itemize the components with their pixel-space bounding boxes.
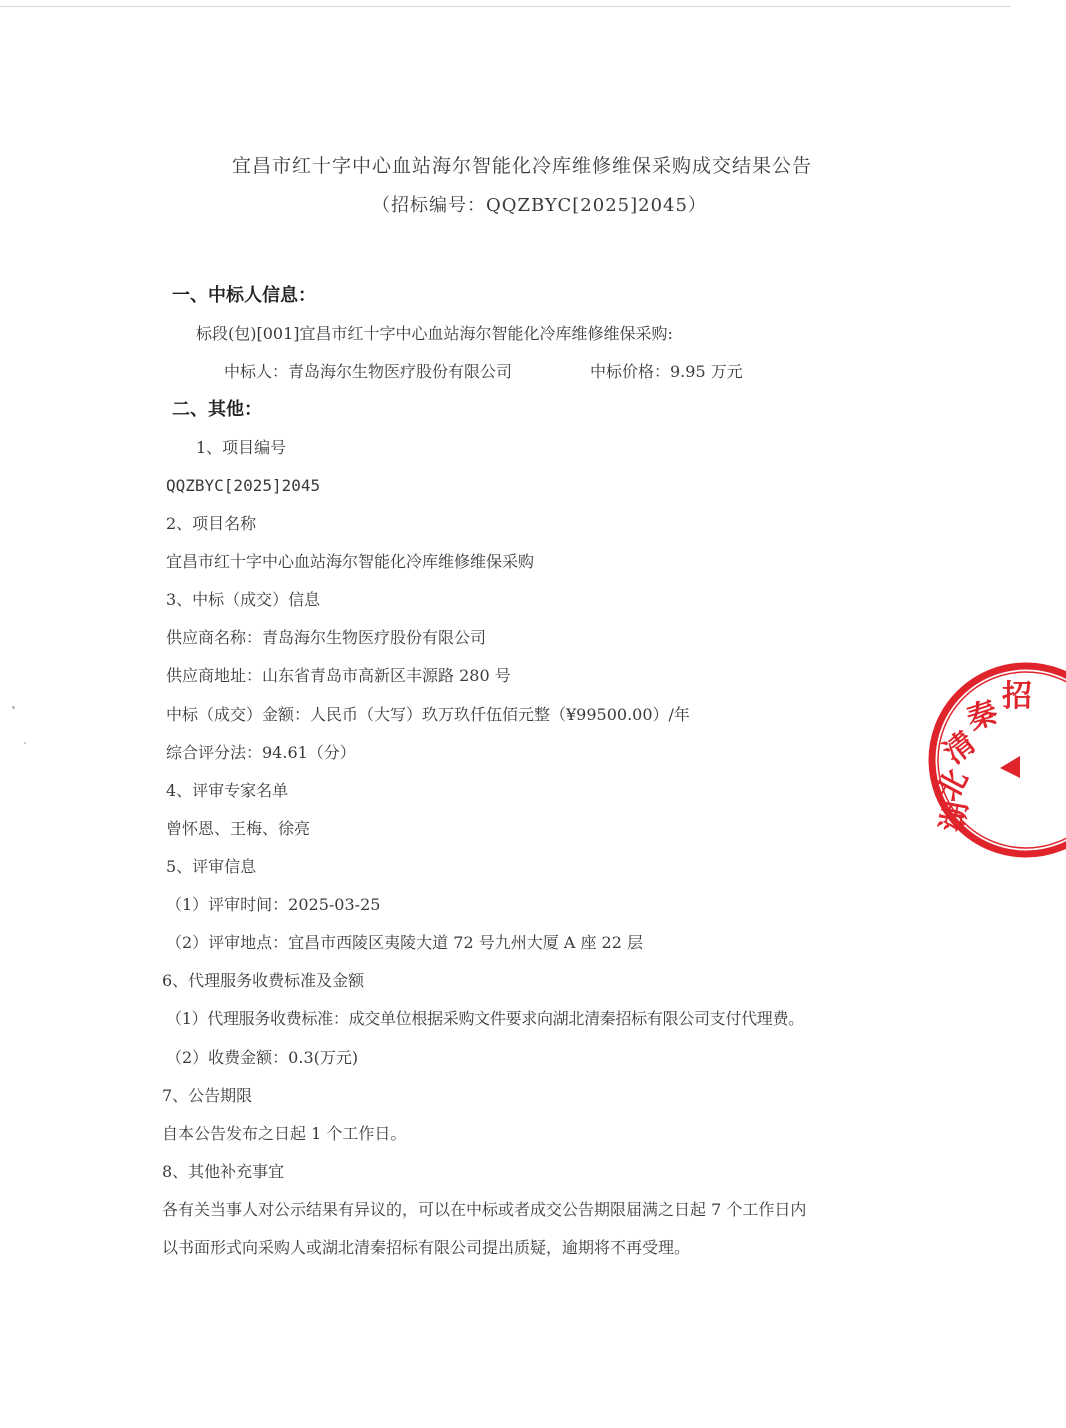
item-review-label: 5、评审信息: [166, 857, 257, 876]
document-title: 宜昌市红十字中心血站海尔智能化冷库维修维保采购成交结果公告: [232, 155, 813, 177]
item-fee-label: 6、代理服务收费标准及金额: [162, 971, 365, 990]
winning-price: 中标价格：9.95 万元: [590, 362, 743, 381]
item-supplement-line1: 各有关当事人对公示结果有异议的，可以在中标或者成交公告期限届满之日起 7 个工作日内: [162, 1200, 807, 1219]
item-project-name: 宜昌市红十字中心血站海尔智能化冷库维修维保采购: [166, 552, 535, 571]
item-project-number-label: 1、项目编号: [196, 438, 287, 457]
svg-text:招: 招: [1002, 679, 1032, 714]
item-experts: 曾怀恩、王梅、徐亮: [166, 819, 311, 838]
svg-text:清: 清: [937, 725, 983, 772]
winner-name: 中标人：青岛海尔生物医疗股份有限公司: [224, 362, 513, 381]
item-project-number: QQZBYC[2025]2045: [166, 476, 321, 495]
scan-speck: [24, 742, 26, 744]
item-review-time: （1）评审时间：2025-03-25: [166, 895, 381, 914]
item-review-place: （2）评审地点：宜昌市西陵区夷陵大道 72 号九州大厦 A 座 22 层: [166, 933, 643, 952]
svg-text:北: 北: [930, 763, 976, 807]
lot-line: 标段(包)[001]宜昌市红十字中心血站海尔智能化冷库维修维保采购:: [196, 324, 673, 343]
item-supplement-label: 8、其他补充事宜: [162, 1162, 285, 1181]
item-fee-amount: （2）收费金额：0.3(万元): [166, 1048, 359, 1067]
svg-text:秦: 秦: [962, 694, 1003, 738]
item-period-label: 7、公告期限: [162, 1086, 253, 1105]
item-fee-standard: （1）代理服务收费标准：成交单位根据采购文件要求向湖北清秦招标有限公司支付代理费。: [166, 1009, 804, 1028]
svg-text:湖: 湖: [935, 798, 975, 835]
item-period: 自本公告发布之日起 1 个工作日。: [162, 1124, 407, 1143]
section-heading-other: 二、其他：: [172, 399, 262, 420]
scan-edge-line: [0, 6, 1011, 7]
scan-speck: [12, 706, 15, 709]
item-supplement-line2: 以书面形式向采购人或湖北清秦招标有限公司提出质疑，逾期将不再受理。: [162, 1238, 691, 1257]
item-supplier-name: 供应商名称：青岛海尔生物医疗股份有限公司: [166, 628, 487, 647]
item-award-amount: 中标（成交）金额：人民币（大写）玖万玖仟伍佰元整（¥99500.00）/年: [166, 705, 690, 724]
item-award-info-label: 3、中标（成交）信息: [166, 590, 321, 609]
item-score: 综合评分法：94.61（分）: [166, 743, 356, 762]
company-seal: [926, 660, 1066, 860]
item-experts-label: 4、评审专家名单: [166, 781, 289, 800]
section-heading-winner: 一、中标人信息：: [172, 285, 316, 306]
tender-number: （招标编号：QQZBYC[2025]2045）: [372, 195, 707, 216]
item-project-name-label: 2、项目名称: [166, 514, 257, 533]
item-supplier-address: 供应商地址：山东省青岛市高新区丰源路 280 号: [166, 666, 511, 685]
